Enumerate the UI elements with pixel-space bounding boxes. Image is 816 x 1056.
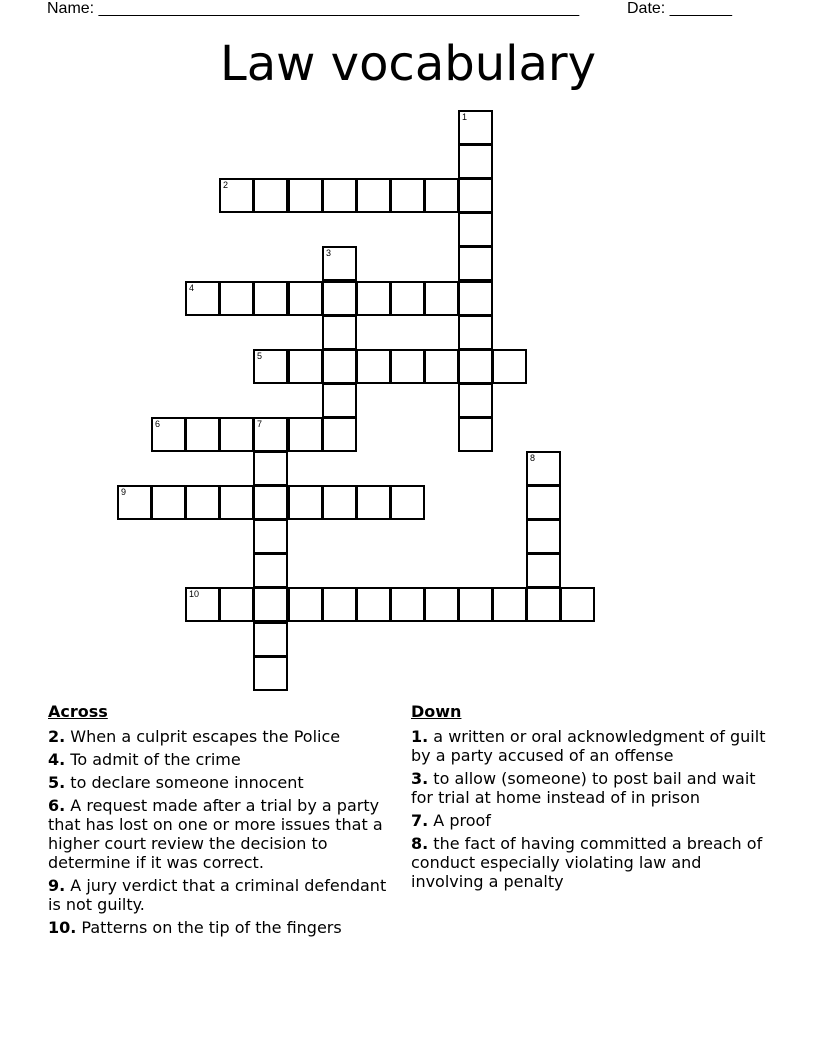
grid-cell[interactable] — [458, 144, 493, 179]
grid-cell[interactable] — [458, 383, 493, 418]
grid-cell[interactable] — [356, 178, 391, 213]
grid-cell[interactable] — [526, 553, 561, 588]
page-title: Law vocabulary — [219, 36, 597, 92]
grid-cell[interactable] — [117, 485, 152, 520]
grid-cell[interactable] — [253, 178, 288, 213]
grid-cell[interactable] — [390, 485, 425, 520]
grid-cell[interactable] — [253, 417, 288, 452]
grid-cell[interactable] — [185, 587, 220, 622]
grid-cell[interactable] — [356, 485, 391, 520]
grid-cell[interactable] — [322, 281, 357, 316]
grid-cell[interactable] — [390, 349, 425, 384]
grid-cell[interactable] — [424, 349, 459, 384]
clue-number: 6 — [155, 419, 161, 429]
grid-cell[interactable] — [458, 110, 493, 145]
grid-cell[interactable] — [424, 178, 459, 213]
clue-down-8: 8. the fact of having committed a breach of conduct especially violating law and involving a penalty — [411, 834, 763, 891]
clue-down-1: 1. a written or oral acknowledgment of guilt by a party accused of an offense — [411, 727, 766, 765]
grid-cell[interactable] — [322, 349, 357, 384]
grid-cell[interactable] — [219, 485, 254, 520]
grid-cell[interactable] — [288, 587, 323, 622]
grid-cell[interactable] — [322, 383, 357, 418]
clue-across-9: 9. A jury verdict that a criminal defendant is not guilty. — [48, 876, 387, 914]
grid-cell[interactable] — [151, 417, 186, 452]
grid-cell[interactable] — [560, 587, 595, 622]
grid-cell[interactable] — [322, 417, 357, 452]
grid-cell[interactable] — [322, 246, 357, 281]
grid-cell[interactable] — [322, 587, 357, 622]
grid-cell[interactable] — [253, 656, 288, 691]
grid-cell[interactable] — [356, 349, 391, 384]
grid-cell[interactable] — [219, 281, 254, 316]
down-heading: Down — [411, 702, 462, 721]
clue-across-10: 10. Patterns on the tip of the fingers — [48, 918, 342, 937]
grid-cell[interactable] — [492, 587, 527, 622]
grid-cell[interactable] — [253, 281, 288, 316]
clue-number: 7 — [257, 419, 263, 429]
clue-number: 2 — [223, 180, 229, 190]
grid-cell[interactable] — [458, 587, 493, 622]
across-heading: Across — [48, 702, 108, 721]
grid-cell[interactable] — [458, 281, 493, 316]
grid-cell[interactable] — [253, 349, 288, 384]
grid-cell[interactable] — [253, 553, 288, 588]
grid-cell[interactable] — [219, 417, 254, 452]
clue-across-2: 2. When a culprit escapes the Police — [48, 727, 341, 746]
grid-cell[interactable] — [458, 315, 493, 350]
grid-cell[interactable] — [526, 587, 561, 622]
clue-across-5: 5. to declare someone innocent — [48, 773, 304, 792]
grid-cell[interactable] — [219, 587, 254, 622]
grid-cell[interactable] — [151, 485, 186, 520]
grid-cell[interactable] — [322, 485, 357, 520]
grid-cell[interactable] — [322, 178, 357, 213]
grid-cell[interactable] — [390, 281, 425, 316]
grid-cell[interactable] — [526, 519, 561, 554]
grid-cell[interactable] — [526, 451, 561, 486]
grid-cell[interactable] — [253, 485, 288, 520]
clue-across-4: 4. To admit of the crime — [48, 750, 241, 769]
clue-number: 8 — [530, 453, 536, 463]
grid-cell[interactable] — [185, 485, 220, 520]
grid-cell[interactable] — [322, 315, 357, 350]
clue-number: 10 — [189, 589, 200, 599]
clue-number: 4 — [189, 283, 195, 293]
grid-cell[interactable] — [526, 485, 561, 520]
grid-cell[interactable] — [458, 246, 493, 281]
grid-cell[interactable] — [390, 178, 425, 213]
grid-cell[interactable] — [424, 281, 459, 316]
name-field[interactable]: Name: ______________________________________________________ — [47, 0, 580, 17]
grid-cell[interactable] — [288, 349, 323, 384]
across-clues — [48, 702, 403, 941]
grid-cell[interactable] — [253, 587, 288, 622]
down-clues — [411, 702, 771, 895]
grid-cell[interactable] — [356, 281, 391, 316]
clue-down-7: 7. A proof — [411, 811, 491, 830]
grid-cell[interactable] — [288, 178, 323, 213]
clue-down-3: 3. to allow (someone) to post bail and wait for trial at home instead of in prison — [411, 769, 756, 807]
grid-cell[interactable] — [288, 485, 323, 520]
grid-cell[interactable] — [458, 349, 493, 384]
date-field[interactable]: Date: _______ — [627, 0, 732, 17]
grid-cell[interactable] — [253, 451, 288, 486]
grid-cell[interactable] — [185, 417, 220, 452]
clue-number: 9 — [121, 487, 127, 497]
grid-cell[interactable] — [424, 587, 459, 622]
grid-cell[interactable] — [219, 178, 254, 213]
grid-cell[interactable] — [458, 178, 493, 213]
grid-cell[interactable] — [288, 417, 323, 452]
grid-cell[interactable] — [390, 587, 425, 622]
grid-cell[interactable] — [458, 212, 493, 247]
grid-cell[interactable] — [185, 281, 220, 316]
clue-number: 3 — [326, 248, 332, 258]
grid-cell[interactable] — [492, 349, 527, 384]
grid-cell[interactable] — [356, 587, 391, 622]
clue-number: 1 — [462, 112, 468, 122]
grid-cell[interactable] — [253, 519, 288, 554]
grid-cell[interactable] — [253, 622, 288, 657]
clue-across-6: 6. A request made after a trial by a party that has lost on one or more issues that a higher court review the decision to determine if it was correct. — [48, 796, 383, 872]
grid-cell[interactable] — [288, 281, 323, 316]
grid-cell[interactable] — [458, 417, 493, 452]
clue-number: 5 — [257, 351, 263, 361]
